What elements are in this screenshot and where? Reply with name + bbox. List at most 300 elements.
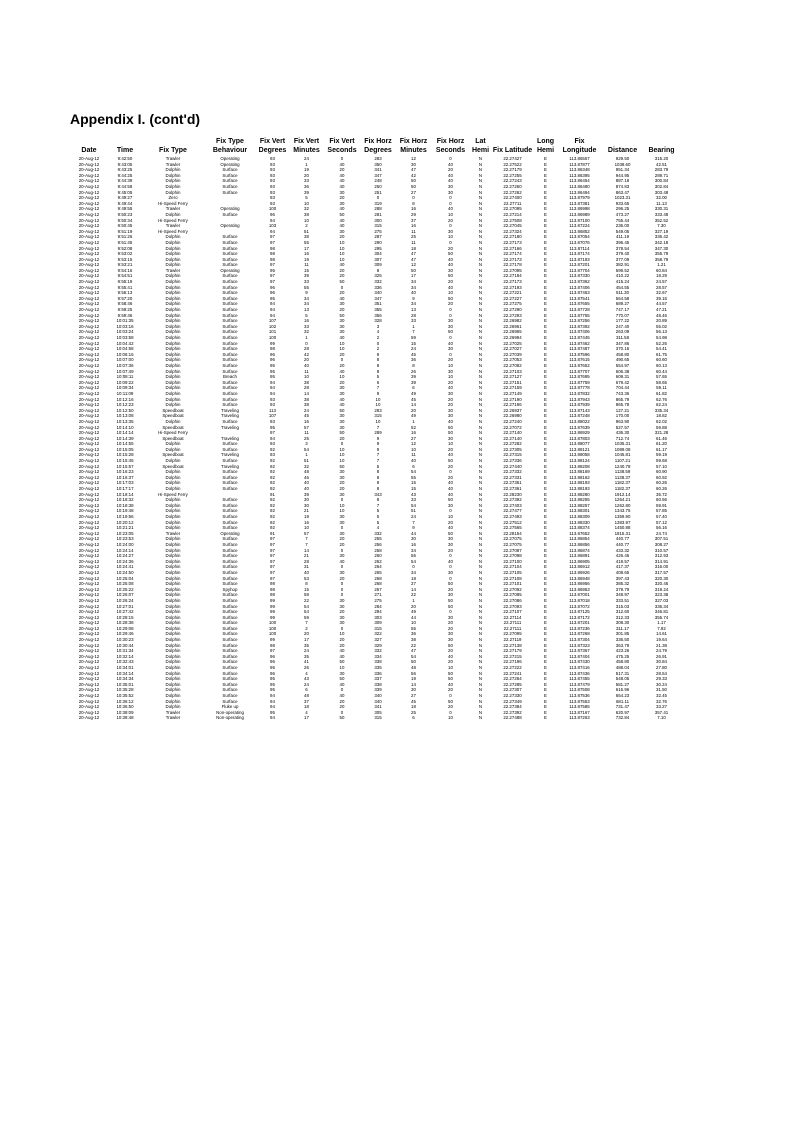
table-cell: Surface xyxy=(222,178,238,184)
table-cell: N xyxy=(478,452,483,458)
table-cell: 336.34 xyxy=(654,603,669,609)
table-cell: 40 xyxy=(339,693,345,698)
table-cell: 22.27180 xyxy=(503,234,522,240)
table-cell: N xyxy=(478,195,483,201)
table-cell: N xyxy=(478,653,483,659)
table-cell: 549.05 xyxy=(615,228,630,234)
table-cell: 49 xyxy=(411,413,416,419)
table-cell: 113.87236 xyxy=(569,625,590,631)
table-cell: Dolphin xyxy=(165,564,181,570)
table-cell: 91 xyxy=(270,491,275,497)
table-cell: 30 xyxy=(448,318,453,324)
table-cell: 0 xyxy=(449,575,452,581)
table-cell: 20-Aug-12 xyxy=(78,418,100,424)
table-cell: 50 xyxy=(448,497,453,503)
table-cell: 16 xyxy=(411,206,416,212)
table-cell: 18 xyxy=(411,245,416,251)
table-cell: 312.33 xyxy=(615,614,630,620)
table-cell: 250 xyxy=(374,183,382,189)
table-cell: 113.87728 xyxy=(569,307,590,313)
table-cell: 22.27403 xyxy=(503,502,522,508)
table-cell: 170.00 xyxy=(615,413,630,419)
table-cell: 94 xyxy=(270,301,275,307)
table-cell: 336 xyxy=(374,670,382,676)
table-cell: 59 xyxy=(304,614,309,620)
table-cell: 8 xyxy=(376,469,380,475)
table-cell: 29.33 xyxy=(656,676,667,682)
table-cell: Dolphin xyxy=(165,340,181,346)
table-cell: Traveling xyxy=(221,413,239,419)
table-cell: 265 xyxy=(374,569,382,575)
table-cell: E xyxy=(544,665,547,671)
table-cell: E xyxy=(544,446,547,452)
table-cell: 30 xyxy=(339,385,345,391)
table-cell: Dolphin xyxy=(165,502,181,508)
table-cell: Dolphin xyxy=(165,508,181,514)
table-cell: 20 xyxy=(339,637,345,643)
table-cell: 7.30 xyxy=(657,223,666,229)
table-cell: 20-Aug-12 xyxy=(78,379,100,385)
table-cell: E xyxy=(544,161,547,167)
table-cell: 33 xyxy=(411,318,416,324)
table-cell: 22.27336 xyxy=(503,458,522,464)
table-cell: 20 xyxy=(304,357,309,363)
table-cell: 17 xyxy=(304,715,309,721)
table-cell: Hi-Speed Ferry xyxy=(158,200,188,206)
table-cell: 0 xyxy=(340,586,344,592)
table-cell: 704.44 xyxy=(615,385,630,391)
table-cell: 22.27140 xyxy=(503,430,522,436)
table-cell: 113.88255 xyxy=(569,497,590,503)
table-cell: E xyxy=(544,530,547,536)
table-cell: 10:03:58 xyxy=(116,335,134,340)
table-cell: E xyxy=(544,480,547,486)
table-cell: Surface xyxy=(222,525,238,531)
table-cell: 98 xyxy=(270,642,275,648)
table-cell: Dolphin xyxy=(165,357,181,363)
table-cell: 113.87755 xyxy=(569,312,590,318)
table-cell: E xyxy=(544,469,547,475)
table-cell: 20-Aug-12 xyxy=(78,161,100,167)
table-cell: 107 xyxy=(268,413,277,419)
column-header: Bearing xyxy=(648,147,675,154)
table-cell: 20 xyxy=(339,307,345,313)
table-cell: 30 xyxy=(339,553,345,559)
table-cell: 14 xyxy=(304,547,309,553)
table-cell: Dolphin xyxy=(165,239,181,245)
table-cell: 11 xyxy=(411,452,416,458)
table-cell: Traveling xyxy=(221,452,239,458)
table-cell: 30.24 xyxy=(656,681,667,687)
table-cell: 19 xyxy=(411,676,416,682)
table-cell: 56 xyxy=(411,670,416,676)
table-cell: Surface xyxy=(222,553,238,559)
table-cell: 40 xyxy=(448,653,453,659)
table-cell: 7 xyxy=(376,452,380,458)
table-cell: Operating xyxy=(220,267,240,273)
table-cell: 20 xyxy=(339,351,345,357)
column-header: Distance xyxy=(607,147,638,154)
table-cell: 33 xyxy=(304,178,309,184)
table-cell: 113.87172 xyxy=(569,614,590,620)
table-cell: 22.27522 xyxy=(503,161,522,167)
table-cell: 490.65 xyxy=(615,357,630,363)
table-cell: 20-Aug-12 xyxy=(78,279,100,285)
table-cell: 1089.08 xyxy=(614,446,631,452)
table-cell: Surface xyxy=(222,329,238,335)
table-cell: 620.97 xyxy=(615,709,630,715)
table-cell: 9 xyxy=(376,390,380,396)
table-cell: Breach xyxy=(223,374,237,380)
table-cell: 95 xyxy=(270,267,275,273)
table-cell: 113.87615 xyxy=(569,357,590,363)
table-cell: Surface xyxy=(222,446,238,452)
table-cell: 20-Aug-12 xyxy=(78,715,100,721)
table-cell: Dolphin xyxy=(165,402,181,408)
table-cell: 10:27:01 xyxy=(116,603,134,609)
table-cell: 22.27045 xyxy=(503,223,522,229)
table-cell: 10:03:16 xyxy=(116,323,134,329)
table-cell: 863.47 xyxy=(615,189,630,195)
table-cell: Surface xyxy=(222,497,238,503)
table-cell: Dolphin xyxy=(165,307,181,313)
table-cell: 113.87076 xyxy=(569,239,590,245)
table-cell: 16 xyxy=(304,318,309,324)
table-cell: 40 xyxy=(339,558,345,564)
table-cell: 0 xyxy=(449,200,452,206)
table-cell: 30 xyxy=(448,435,453,441)
table-cell: 8 xyxy=(412,362,415,368)
table-cell: 94 xyxy=(270,228,275,234)
table-cell: 20 xyxy=(339,486,345,492)
table-cell: 48.46 xyxy=(656,312,667,318)
table-cell: 56.13 xyxy=(656,329,667,335)
table-cell: 20-Aug-12 xyxy=(78,687,100,693)
table-cell: E xyxy=(544,564,547,570)
table-cell: 22 xyxy=(304,597,309,603)
table-cell: 43 xyxy=(411,491,416,497)
table-cell: 40 xyxy=(448,262,453,268)
table-cell: 271 xyxy=(374,592,382,598)
table-cell: 426.46 xyxy=(615,553,630,559)
table-cell: 25 xyxy=(411,234,416,240)
table-cell: 20-Aug-12 xyxy=(78,581,100,587)
table-cell: 113.87979 xyxy=(569,195,590,201)
table-cell: E xyxy=(544,709,547,715)
table-cell: 113.87939 xyxy=(569,402,590,408)
table-cell: 38 xyxy=(304,211,309,217)
table-cell: 42 xyxy=(411,172,416,178)
table-cell: 113.87001 xyxy=(569,592,590,598)
table-cell: Surface xyxy=(222,273,238,279)
table-cell: 20-Aug-12 xyxy=(78,390,100,396)
table-cell: N xyxy=(478,625,483,631)
table-cell: 0 xyxy=(412,564,415,570)
table-cell: 20 xyxy=(448,402,453,408)
table-cell: 10:08:11 xyxy=(116,374,134,380)
table-cell: 20-Aug-12 xyxy=(78,234,100,240)
table-cell: E xyxy=(544,256,547,262)
table-cell: 7 xyxy=(412,519,415,525)
table-cell: 30 xyxy=(339,469,345,475)
table-cell: 27 xyxy=(411,693,416,698)
table-cell: 11 xyxy=(304,430,309,436)
table-cell: 20 xyxy=(339,167,345,173)
table-cell: Dolphin xyxy=(165,234,181,240)
table-cell: 60.26 xyxy=(656,486,667,492)
table-cell: E xyxy=(544,648,547,654)
table-cell: 423.26 xyxy=(615,648,630,654)
table-cell: 20 xyxy=(448,463,453,469)
table-cell: Dolphin xyxy=(165,335,181,340)
table-cell: 0 xyxy=(449,508,452,514)
table-cell: 865.79 xyxy=(615,396,630,402)
table-cell: 20 xyxy=(448,379,453,385)
table-cell: 30 xyxy=(339,603,345,609)
table-cell: 20-Aug-12 xyxy=(78,251,100,257)
table-cell: 39 xyxy=(411,379,416,385)
table-cell: 30 xyxy=(339,597,345,603)
table-cell: 8 xyxy=(376,486,380,492)
table-cell: 113.87201 xyxy=(569,262,590,268)
table-cell: 336.42 xyxy=(654,234,669,240)
table-cell: Surface xyxy=(222,357,238,363)
table-cell: 0 xyxy=(340,592,344,598)
table-cell: 0 xyxy=(340,625,344,631)
column-header: Fix Latitude xyxy=(492,147,533,154)
table-cell: Surface xyxy=(222,597,238,603)
table-cell: 9 xyxy=(376,351,380,357)
table-cell: 113.88058 xyxy=(569,452,590,458)
table-cell: 92 xyxy=(270,458,275,464)
table-cell: Surface xyxy=(222,642,238,648)
table-cell: Dolphin xyxy=(165,318,181,324)
table-cell: 22.27075 xyxy=(503,536,522,542)
table-cell: 335.34 xyxy=(654,407,669,413)
table-cell: 30 xyxy=(448,407,453,413)
table-cell: 347 xyxy=(374,172,382,178)
table-cell: N xyxy=(478,262,483,268)
table-cell: Dolphin xyxy=(165,458,181,464)
table-cell: 20-Aug-12 xyxy=(78,486,100,492)
table-cell: 517.31 xyxy=(615,670,630,676)
table-cell: N xyxy=(478,217,483,223)
table-cell: 10:04:42 xyxy=(116,340,134,346)
table-cell: 0 xyxy=(449,609,452,615)
table-cell: 10:23:05 xyxy=(116,530,134,536)
table-cell: E xyxy=(544,430,547,436)
table-cell: 24 xyxy=(411,514,416,519)
table-cell: 22.27193 xyxy=(503,284,522,290)
table-cell: 20-Aug-12 xyxy=(78,424,100,430)
table-cell: Surface xyxy=(222,368,238,374)
table-cell: 9:49:55 xyxy=(117,206,133,212)
table-row xyxy=(70,430,680,436)
table-cell: 96 xyxy=(270,357,275,363)
table-cell: Dolphin xyxy=(165,351,181,357)
table-cell: 20-Aug-12 xyxy=(78,351,100,357)
table-cell: E xyxy=(544,279,547,285)
table-cell: 20-Aug-12 xyxy=(78,693,100,698)
table-cell: N xyxy=(478,693,483,698)
table-cell: E xyxy=(544,396,547,402)
table-cell: 37 xyxy=(304,698,309,704)
table-cell: 10 xyxy=(339,346,345,352)
table-cell: Dolphin xyxy=(165,631,181,637)
table-cell: 10:15:05 xyxy=(116,446,134,452)
table-cell: 113.86953 xyxy=(569,586,590,592)
table-cell: 20-Aug-12 xyxy=(78,536,100,542)
table-cell: Surface xyxy=(222,346,238,352)
table-cell: Surface xyxy=(222,541,238,547)
table-cell: 0 xyxy=(340,357,344,363)
table-cell: N xyxy=(478,441,483,447)
table-cell: 1023.31 xyxy=(614,195,631,201)
table-cell: E xyxy=(544,234,547,240)
table-cell: 22.27508 xyxy=(503,217,522,223)
table-cell: 20-Aug-12 xyxy=(78,519,100,525)
table-cell: N xyxy=(478,575,483,581)
table-cell: 33 xyxy=(304,279,309,285)
table-cell: 113.87695 xyxy=(569,374,590,380)
table-cell: 113.86989 xyxy=(569,211,590,217)
table-cell: 22.27440 xyxy=(503,463,522,469)
table-cell: Dolphin xyxy=(165,301,181,307)
table-cell: E xyxy=(544,267,547,273)
table-cell: 20-Aug-12 xyxy=(78,178,100,184)
table-cell: N xyxy=(478,329,483,335)
table-cell: 9 xyxy=(376,441,380,447)
table-cell: E xyxy=(544,413,547,419)
table-cell: 30 xyxy=(448,631,453,637)
table-cell: 20-Aug-12 xyxy=(78,267,100,273)
table-cell: E xyxy=(544,497,547,503)
table-cell: 10:38:48 xyxy=(116,715,134,721)
table-cell: Surface xyxy=(222,581,238,587)
table-cell: N xyxy=(478,295,483,301)
table-cell: 10:17:03 xyxy=(116,480,134,486)
table-cell: 0 xyxy=(340,525,344,531)
table-cell: 51 xyxy=(304,228,309,234)
table-cell: 10:07:00 xyxy=(116,357,134,363)
table-cell: 351 xyxy=(374,301,382,307)
table-cell: 397.43 xyxy=(615,575,630,581)
table-cell: 0 xyxy=(449,307,452,313)
table-cell: 454.55 xyxy=(615,284,630,290)
table-cell: 13 xyxy=(411,307,416,313)
table-cell: 10:12:16 xyxy=(116,396,134,402)
table-cell: 97 xyxy=(270,547,275,553)
table-cell: 22.26965 xyxy=(503,329,522,335)
table-cell: 20-Aug-12 xyxy=(78,603,100,609)
column-header: Fix Horz Minutes xyxy=(399,138,428,154)
table-cell: 20-Aug-12 xyxy=(78,368,100,374)
table-cell: 317.57 xyxy=(654,569,669,575)
table-cell: 99 xyxy=(270,597,275,603)
table-cell: 10:24:14 xyxy=(116,547,134,553)
table-cell: 91 xyxy=(270,530,275,536)
table-cell: 113.87018 xyxy=(569,597,590,603)
table-cell: 10:36:50 xyxy=(116,704,134,710)
table-cell: 22.27196 xyxy=(503,659,522,665)
table-cell: N xyxy=(478,374,483,380)
table-cell: 22.26982 xyxy=(503,318,522,324)
table-cell: 0 xyxy=(449,693,452,698)
table-cell: 8 xyxy=(376,357,380,363)
table-cell: 50 xyxy=(448,424,453,430)
table-cell: 97 xyxy=(270,569,275,575)
table-cell: 20-Aug-12 xyxy=(78,502,100,508)
column-header: Fix Type Behaviour xyxy=(212,138,248,154)
table-cell: 755.44 xyxy=(615,217,630,223)
table-cell: 10 xyxy=(448,234,453,240)
table-cell: 39 xyxy=(304,189,309,195)
table-cell: 30 xyxy=(411,161,416,167)
table-header-row xyxy=(70,134,680,156)
table-cell: 30 xyxy=(448,502,453,508)
table-cell: 0 xyxy=(340,564,344,570)
table-cell: 42 xyxy=(304,351,309,357)
table-cell: 10 xyxy=(411,620,416,626)
table-cell: 102 xyxy=(268,323,277,329)
table-cell: 22.27095 xyxy=(503,267,522,273)
table-cell: E xyxy=(544,228,547,234)
table-cell: 113.87832 xyxy=(569,390,590,396)
table-cell: 113.88280 xyxy=(569,491,590,497)
table-cell: 14 xyxy=(411,586,416,592)
table-cell: 1264.21 xyxy=(614,497,631,503)
table-cell: Dolphin xyxy=(165,665,181,671)
table-cell: Surface xyxy=(222,592,238,598)
table-cell: 57.85 xyxy=(656,508,667,514)
table-cell: 22.27053 xyxy=(503,357,522,363)
table-cell: 27 xyxy=(411,189,416,195)
table-cell: Surface xyxy=(222,474,238,480)
table-cell: 323.38 xyxy=(654,592,669,598)
table-cell: E xyxy=(544,693,547,698)
table-cell: E xyxy=(544,418,547,424)
table-cell: Dolphin xyxy=(165,183,181,189)
table-cell: 9:44:39 xyxy=(117,178,133,184)
table-cell: N xyxy=(478,156,483,161)
table-cell: 40 xyxy=(339,402,345,408)
table-cell: Surface xyxy=(222,245,238,251)
table-cell: 40 xyxy=(448,340,453,346)
table-cell: Surface xyxy=(222,385,238,391)
table-cell: E xyxy=(544,346,547,352)
table-cell: 236.00 xyxy=(615,223,630,229)
table-cell: 10 xyxy=(304,200,309,206)
table-cell: 7 xyxy=(376,424,380,430)
table-cell: 93 xyxy=(270,418,275,424)
table-cell: 9:51:45 xyxy=(117,239,133,245)
table-cell: 113.87536 xyxy=(569,693,590,698)
table-cell: Dolphin xyxy=(165,642,181,648)
table-cell: 10:36:12 xyxy=(116,698,134,704)
table-cell: 20-Aug-12 xyxy=(78,637,100,643)
table-cell: 50 xyxy=(448,251,453,257)
table-cell: 50 xyxy=(339,676,345,682)
table-cell: Dolphin xyxy=(165,396,181,402)
table-cell: 12 xyxy=(411,156,416,161)
table-cell: 26 xyxy=(304,665,309,671)
table-cell: 34 xyxy=(411,569,416,575)
table-cell: N xyxy=(478,648,483,654)
table-cell: 22.27098 xyxy=(503,553,522,559)
table-cell: 9:44:58 xyxy=(117,183,133,189)
table-cell: Surface xyxy=(222,390,238,396)
table-cell: 30 xyxy=(339,418,345,424)
